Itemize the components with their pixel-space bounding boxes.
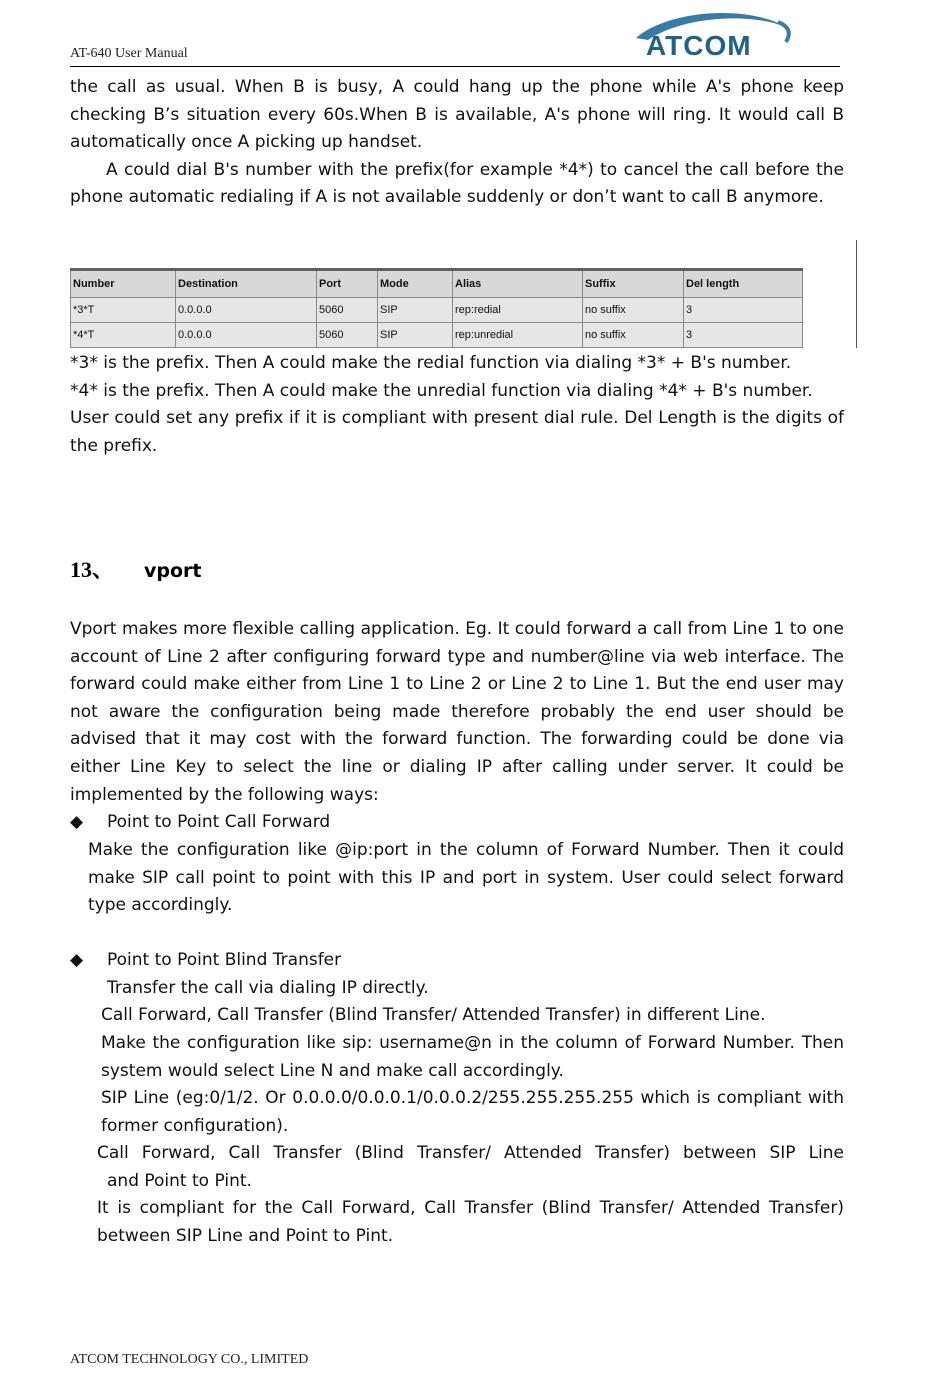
vport-intro-paragraph: Vport makes more flexible calling application. Eg. It could forward a call from Line 1 to one account of Line 2 after configuring forward type and number@line via web interface. The forward could make either from Line 1 to Line 2 or Line 2 to Line 1. But the end user may not aware the configuration being made therefore probably the end user should be advised that it may cost with the forward function. The forwarding could be done via either Line Key to select the line or dialing IP after calling under server. It could be implemented by the following ways: <box>70 619 844 805</box>
table-cell: SIP <box>378 298 453 323</box>
table-header-row <box>71 270 803 298</box>
table-row <box>71 323 803 348</box>
bullet-text: Call Forward, Call Transfer (Blind Transfer/ Attended Transfer) between SIP Line <box>97 1143 844 1163</box>
table-cell: no suffix <box>583 323 684 348</box>
redial-paragraph: *3* is the prefix. Then A could make the redial function via dialing *3* + B's number. <box>70 353 792 373</box>
table-cell: *4*T <box>71 323 176 348</box>
bullet-line <box>97 1140 844 1168</box>
intro-paragraph-2: A could dial B's number with the prefix(for example *4*) to cancel the call before the phone automatic redialing if A is not available suddenly or don’t want to call B anymore. <box>70 159 844 208</box>
table-cell: 5060 <box>317 323 378 348</box>
bullet-line <box>101 1002 844 1030</box>
col-header: Del length <box>684 270 803 298</box>
footer-company: ATCOM TECHNOLOGY CO., LIMITED <box>70 1352 309 1367</box>
table-cell: no suffix <box>583 298 684 323</box>
col-header: Number <box>71 270 176 298</box>
bullet-text: SIP Line (eg:0/1/2. Or 0.0.0.0/0.0.0.1/0.0.0.2/255.255.255.255 which is compliant with former configuration). <box>101 1088 844 1136</box>
section-name: vport <box>144 560 202 582</box>
bullet-body-call-forward <box>88 837 844 920</box>
section-heading <box>70 553 202 584</box>
bullet-item-call-forward <box>70 809 844 837</box>
diamond-bullet-icon: ◆ <box>70 950 84 970</box>
intro-paragraph-1: the call as usual. When B is busy, A could hang up the phone while A's phone keep checking B’s situation every 60s.When B is available, A's phone will ring. It would call B automatically once A picking up handset. <box>70 77 844 153</box>
table-cell: *3*T <box>71 298 176 323</box>
intro-block <box>70 74 844 212</box>
manual-title: AT-640 User Manual <box>70 46 188 61</box>
prefix-rule-paragraph: User could set any prefix if it is compliant with present dial rule. Del Length is the digits of the prefix. <box>70 408 844 456</box>
table-cell: rep:redial <box>453 298 583 323</box>
bullet-text: Make the configuration like @ip:port in the column of Forward Number. Then it could make SIP call point to point with this IP and port in system. User could select forward type accordingly. <box>88 840 844 916</box>
col-header: Port <box>317 270 378 298</box>
bullet-text: Make the configuration like sip: username@n in the column of Forward Number. Then system would select Line N and make call accordingly. <box>101 1033 844 1081</box>
table-cell: 3 <box>684 298 803 323</box>
table-row <box>71 298 803 323</box>
table-cell: 0.0.0.0 <box>176 298 317 323</box>
col-header: Alias <box>453 270 583 298</box>
bullet-line <box>97 1195 844 1250</box>
bullet-text: and Point to Pint. <box>107 1171 252 1191</box>
prefix-explanation <box>70 350 844 460</box>
table-cell: SIP <box>378 323 453 348</box>
section-number: 13、 <box>70 557 115 582</box>
dial-rule-table <box>70 268 803 348</box>
table-cell: rep:unredial <box>453 323 583 348</box>
bullet-title: Point to Point Blind Transfer <box>107 950 342 970</box>
margin-line <box>856 240 857 348</box>
bullet-line <box>101 1085 844 1140</box>
col-header: Mode <box>378 270 453 298</box>
diamond-bullet-icon: ◆ <box>70 812 84 832</box>
bullet-item-blind-transfer <box>70 947 844 975</box>
bullet-title: Point to Point Call Forward <box>107 812 331 832</box>
table-cell: 0.0.0.0 <box>176 323 317 348</box>
col-header: Destination <box>176 270 317 298</box>
bullet-text: Call Forward, Call Transfer (Blind Transfer/ Attended Transfer) in different Line. <box>101 1005 766 1025</box>
col-header: Suffix <box>583 270 684 298</box>
bullet-line <box>107 975 844 1003</box>
header-rule <box>70 66 840 67</box>
table-cell: 3 <box>684 323 803 348</box>
logo-text: ATCOM <box>646 30 752 61</box>
bullet-line <box>107 1168 844 1196</box>
bullet-text: It is compliant for the Call Forward, Call Transfer (Blind Transfer/ Attended Transfer) between SIP Line and Point to Pint. <box>97 1198 844 1246</box>
bullet-text: Transfer the call via dialing IP directly. <box>107 978 429 998</box>
atcom-logo <box>628 8 798 66</box>
bullet-line <box>101 1030 844 1085</box>
vport-intro-block <box>70 616 844 809</box>
table-cell: 5060 <box>317 298 378 323</box>
unredial-paragraph: *4* is the prefix. Then A could make the unredial function via dialing *4* + B's number. <box>70 380 813 401</box>
